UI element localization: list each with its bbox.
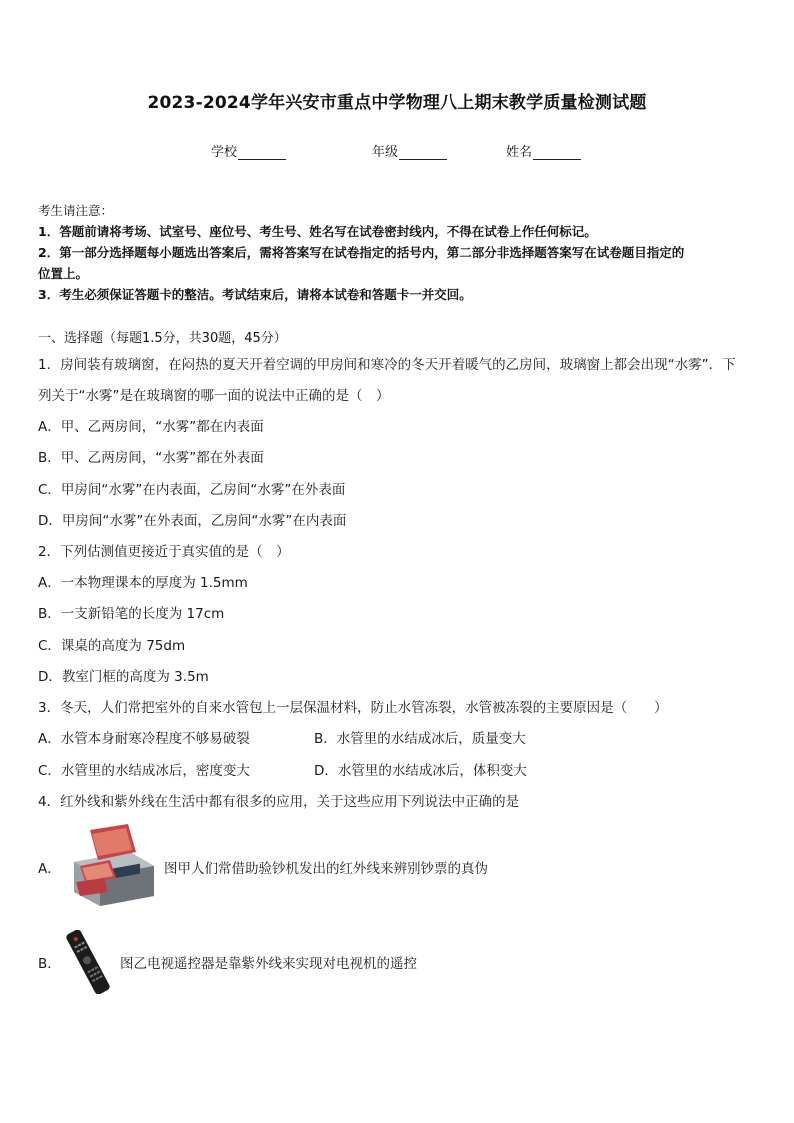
- q1-stem-line1: 1．房间装有玻璃窗，在闷热的夏天开着空调的甲房间和寒冷的冬天开着暖气的乙房间，玻璃窗上都会出现“水雾”．下: [38, 357, 736, 373]
- name-label: 姓名: [506, 145, 533, 160]
- q1-option-c[interactable]: C．甲房间“水雾”在内表面，乙房间“水雾”在外表面: [38, 482, 346, 498]
- school-field[interactable]: [211, 141, 286, 160]
- tv-remote-image: [62, 930, 114, 994]
- grade-blank[interactable]: [399, 145, 447, 160]
- q2-option-c[interactable]: C．课桌的高度为 75dm: [38, 638, 186, 654]
- q2-option-a[interactable]: A．一本物理课本的厚度为 1.5mm: [38, 575, 248, 591]
- q4-option-a-text[interactable]: 图甲人们常借助验钞机发出的红外线来辨别钞票的真伪: [164, 861, 488, 877]
- notice-item: 位置上。: [38, 266, 89, 281]
- notice-heading: 考生请注意：: [38, 203, 114, 218]
- money-counter-image: [70, 822, 156, 908]
- notice-item: 3．考生必须保证答题卡的整洁。考试结束后，请将本试卷和答题卡一并交回。: [38, 287, 472, 302]
- student-info-row: [0, 141, 794, 161]
- q2-option-d[interactable]: D．教室门框的高度为 3.5m: [38, 669, 209, 685]
- exam-notice: [38, 200, 758, 305]
- name-blank[interactable]: [533, 145, 581, 160]
- q4-option-b-label[interactable]: B．: [38, 956, 61, 972]
- school-label: 学校: [211, 145, 238, 160]
- grade-label: 年级: [372, 145, 399, 160]
- q4-option-b-text[interactable]: 图乙电视遥控器是靠紫外线来实现对电视机的遥控: [120, 956, 417, 972]
- q1-option-a[interactable]: A．甲、乙两房间，“水雾”都在内表面: [38, 419, 264, 435]
- q3-option-a[interactable]: A．水管本身耐寒冷程度不够易破裂: [38, 731, 250, 747]
- q3-stem: 3．冬天，人们常把室外的自来水管包上一层保温材料，防止水管冻裂，水管被冻裂的主要原因是（ ）: [38, 700, 668, 716]
- q1-stem-line2: 列关于“水雾”是在玻璃窗的哪一面的说法中正确的是（ ）: [38, 388, 390, 404]
- page-title: 2023-2024学年兴安市重点中学物理八上期末教学质量检测试题: [147, 93, 647, 113]
- grade-field[interactable]: [372, 141, 447, 160]
- notice-item: 1．答题前请将考场、试室号、座位号、考生号、姓名写在试卷密封线内，不得在试卷上作任何标记。: [38, 224, 597, 239]
- notice-item: 2．第一部分选择题每小题选出答案后，需将答案写在试卷指定的括号内，第二部分非选择题答案写在试卷题目指定的: [38, 245, 685, 260]
- q3-option-c[interactable]: C．水管里的水结成冰后，密度变大: [38, 763, 250, 779]
- q2-stem: 2．下列估测值更接近于真实值的是（ ）: [38, 544, 290, 560]
- q3-option-b[interactable]: B．水管里的水结成冰后，质量变大: [314, 731, 526, 747]
- q3-option-d[interactable]: D．水管里的水结成冰后，体积变大: [314, 763, 527, 779]
- q1-option-d[interactable]: D．甲房间“水雾”在外表面，乙房间“水雾”在内表面: [38, 513, 347, 529]
- school-blank[interactable]: [238, 145, 286, 160]
- section-heading-choice: 一、选择题（每题1.5分，共30题，45分）: [38, 331, 287, 346]
- q2-option-b[interactable]: B．一支新铅笔的长度为 17cm: [38, 606, 225, 622]
- q1-option-b[interactable]: B．甲、乙两房间，“水雾”都在外表面: [38, 450, 264, 466]
- name-field[interactable]: [506, 141, 581, 160]
- q4-stem: 4．红外线和紫外线在生活中都有很多的应用，关于这些应用下列说法中正确的是: [38, 794, 520, 810]
- q4-option-a-label[interactable]: A．: [38, 861, 61, 877]
